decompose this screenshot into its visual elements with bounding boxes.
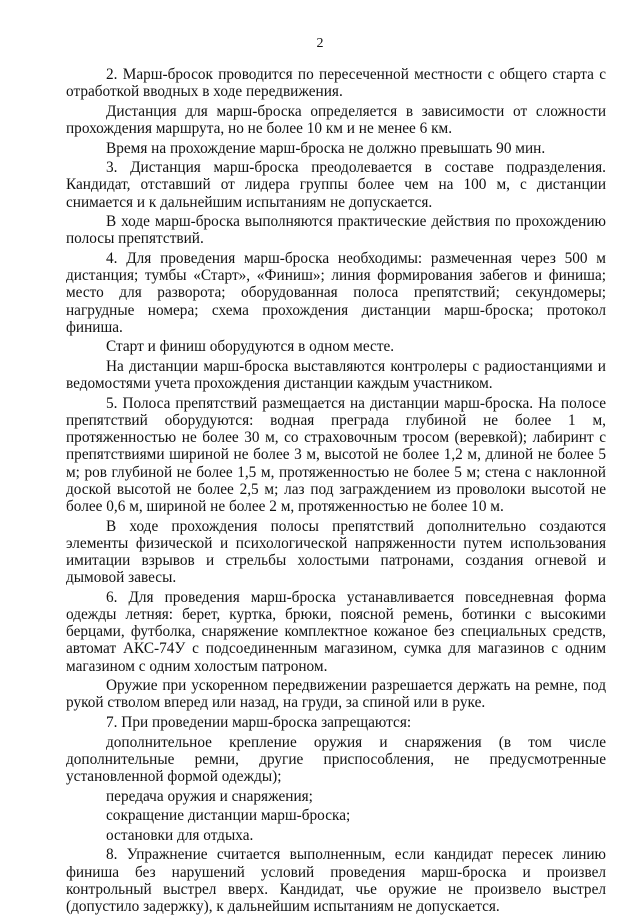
page-number: 2	[316, 36, 324, 51]
list-item-transfer: передача оружия и снаряжения;	[106, 787, 313, 805]
paragraph-distance: Дистанция для марш-броска определяется в зависимости от сложности прохождения маршрута, но не более 10 км и не менее 6 км.	[66, 102, 606, 137]
list-item-extra-fastening: дополнительное крепление оружия и снаряжения (в том числе дополнительные ремни, другие приспособления, не предусмотренные установленной формой одежды);	[66, 733, 606, 785]
paragraph-6: 6. Для проведения марш-броска устанавливается повседневная форма одежды летняя: берет, куртка, брюки, поясной ремень, ботинки с высокими берцами, футболка, снаряжение комплектное кожаное без специальных средств, автомат АКС-74У с подсоединенным магазином, сумка для магазинов с одним магазином с одним холостым патроном.	[66, 588, 606, 675]
paragraph-5: 5. Полоса препятствий размещается на дистанции марш-броска. На полосе препятствий оборудуются: водная преграда глубиной не более 1 м, протяженностью не более 30 м, со страховочным тросом (веревкой); лабиринт с препятствиями шириной не более 3 м, высотой не более 1,2 м, длиной не более 5 м; ров глубиной не более 1,5 м, протяженностью не более 5 м; стена с наклонной доской высотой не более 2,5 м; лаз под заграждением из проволоки высотой не более 0,6 м, шириной не более 2 м, протяженностью не более 10 м.	[66, 394, 606, 515]
paragraph-3: 3. Дистанция марш-броска преодолевается в составе подразделения. Кандидат, отставший от лидера группы более чем на 100 м, с дистанции снимается и к дальнейшим испытаниям не допускается.	[66, 159, 606, 211]
paragraph-weapon-carry: Оружие при ускоренном передвижении разрешается держать на ремне, под рукой стволом вперед или назад, на груди, за спиной или в руке.	[66, 677, 606, 712]
document-body	[66, 66, 606, 918]
paragraph-7: 7. При проведении марш-броска запрещаются:	[106, 714, 412, 731]
paragraph-8: 8. Упражнение считается выполненным, если кандидат пересек линию финиша без нарушений условий проведения марш-броска и произвел контрольный выстрел вверх. Кандидат, чье оружие не произвело выстрел (допустило задержку), к дальнейшим испытаниям не допускается.	[66, 846, 606, 915]
paragraph-stress-elements: В ходе прохождения полосы препятствий дополнительно создаются элементы физической и психологической напряженности путем использования имитации взрывов и стрельбы холостыми патронами, создания огневой и дымовой завесы.	[66, 517, 606, 587]
paragraph-4: 4. Для проведения марш-броска необходимы: размеченная через 500 м дистанция; тумбы «Старт», «Финиш»; линия формирования забегов и финиша; место для разворота; оборудованная полоса препятствий; секундомеры; нагрудные номера; схема прохождения дистанции марш-броска; протокол финиша.	[66, 249, 606, 336]
list-item-stops: остановки для отдыха.	[106, 826, 254, 844]
paragraph-time-limit: Время на прохождение марш-броска не должно превышать 90 мин.	[106, 139, 546, 157]
paragraph-2-intro: 2. Марш-бросок проводится по пересеченной местности с общего старта с отработкой вводных в ходе передвижения.	[66, 66, 606, 101]
paragraph-controllers: На дистанции марш-броска выставляются контролеры с радиостанциями и ведомостями учета прохождения дистанции каждым участником.	[66, 357, 606, 393]
paragraph-obstacle-actions: В ходе марш-броска выполняются практические действия по прохождению полосы препятствий.	[66, 213, 606, 248]
paragraph-start-finish: Старт и финиш оборудуются в одном месте.	[106, 338, 395, 356]
list-item-shortening: сокращение дистанции марш-броска;	[106, 807, 351, 825]
